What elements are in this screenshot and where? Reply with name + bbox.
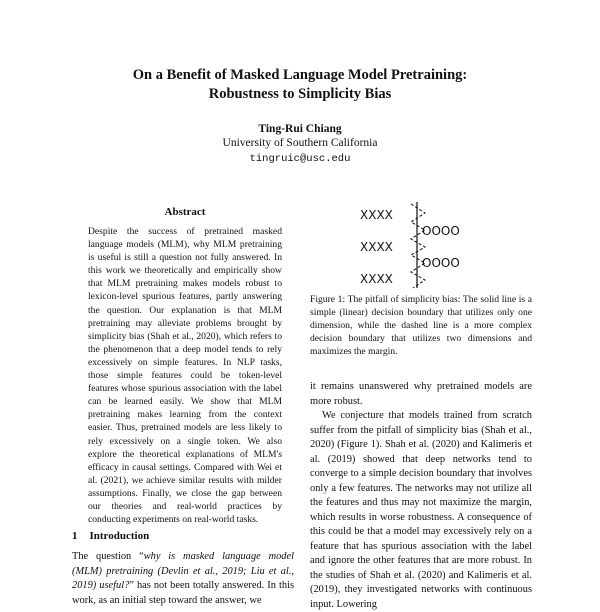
intro-text-start: The question “: [72, 551, 144, 562]
figure-row-circles: OOOO: [422, 256, 460, 270]
section-title: Introduction: [89, 530, 150, 542]
figure-1-caption: Figure 1: The pitfall of simplicity bias: The solid line is a simple (linear) decision boundary that utilizes only one dimension, while the dashed line is a more complex decision boundary that utilizes two dimensions and maximizes the margin.: [310, 294, 532, 358]
paper-title: [0, 66, 600, 104]
author-name: Ting-Rui Chiang: [258, 123, 342, 135]
abstract-heading: Abstract: [164, 206, 206, 218]
paragraph: We conjecture that models trained from scratch suffer from the pitfall of simplicity bias (Shah et al., 2020) (Figure 1). Shah et al. (2020) and Kalimeris et al. (2019) showed that deep networks tend to converge to a simple decision boundary that involves only a few features. The networks may not utilize all the features and thus may not maximize the margin, which results in worse robustness. A consequence of this could be that a model may excessively rely on a feature that has spurious association with the label and ignore the other features that are more robust. In the studies of Shah et al. (2020) and Kalimeris et al. (2019), they investigated networks with continuous input. Lowering: [310, 410, 532, 610]
abstract-text: Despite the success of pretrained masked language models (MLM), why MLM pretraining is useful is still a question not fully answered. In this work we theoretically and empirically show that MLM pretraining makes models robust to lexicon-level spurious features, partly answering the question. Our explanation is that MLM pretraining may alleviate problems brought by simplicity bias (Shah et al., 2020), which refers to the phenomenon that a deep model tends to rely excessively on simple features. In NLP tasks, those simple features could be token-level features whose spurious association with the label can be learned easily. We show that MLM pretraining makes learning from the context easier. Thus, pretrained models are less likely to rely excessively on a single token. We also explore the theoretical explanations of MLM's efficacy in causal settings. Compared with Wei et al. (2021), we achieve similar results with milder assumptions. Finally, we close the gap between our theories and real-world practices by conducting experiments on real-world tasks.: [88, 226, 282, 526]
figure-rows: [360, 208, 460, 286]
title-line-1: On a Benefit of Masked Language Model Pretraining:: [132, 67, 468, 83]
right-column-text: [310, 380, 532, 612]
figure-row-crosses: XXXX: [360, 272, 393, 286]
author-affiliation: University of Southern California: [222, 137, 378, 149]
intro-text-end: ” has not been totally answered. In this work, as an initial step toward the answer, we: [72, 580, 295, 606]
figure-1-diagram: [355, 200, 465, 290]
section-heading-introduction: [72, 530, 149, 542]
figure-row-circles: OOOO: [422, 224, 460, 238]
paragraph: it remains unanswered why pretrained models are more robust.: [310, 381, 532, 407]
title-line-2: Robustness to Simplicity Bias: [208, 86, 392, 102]
section-number: 1: [72, 530, 78, 542]
dashed-decision-boundary: [411, 204, 425, 288]
introduction-text: [72, 550, 294, 608]
figure-row-crosses: XXXX: [360, 240, 393, 254]
author-email: tingruic@usc.edu: [249, 153, 351, 165]
figure-row-crosses: XXXX: [360, 208, 393, 222]
intro-question-quote: why is masked language model (MLM) pretraining (Devlin et al., 2019; Liu et al., 2019) useful?: [72, 551, 294, 591]
